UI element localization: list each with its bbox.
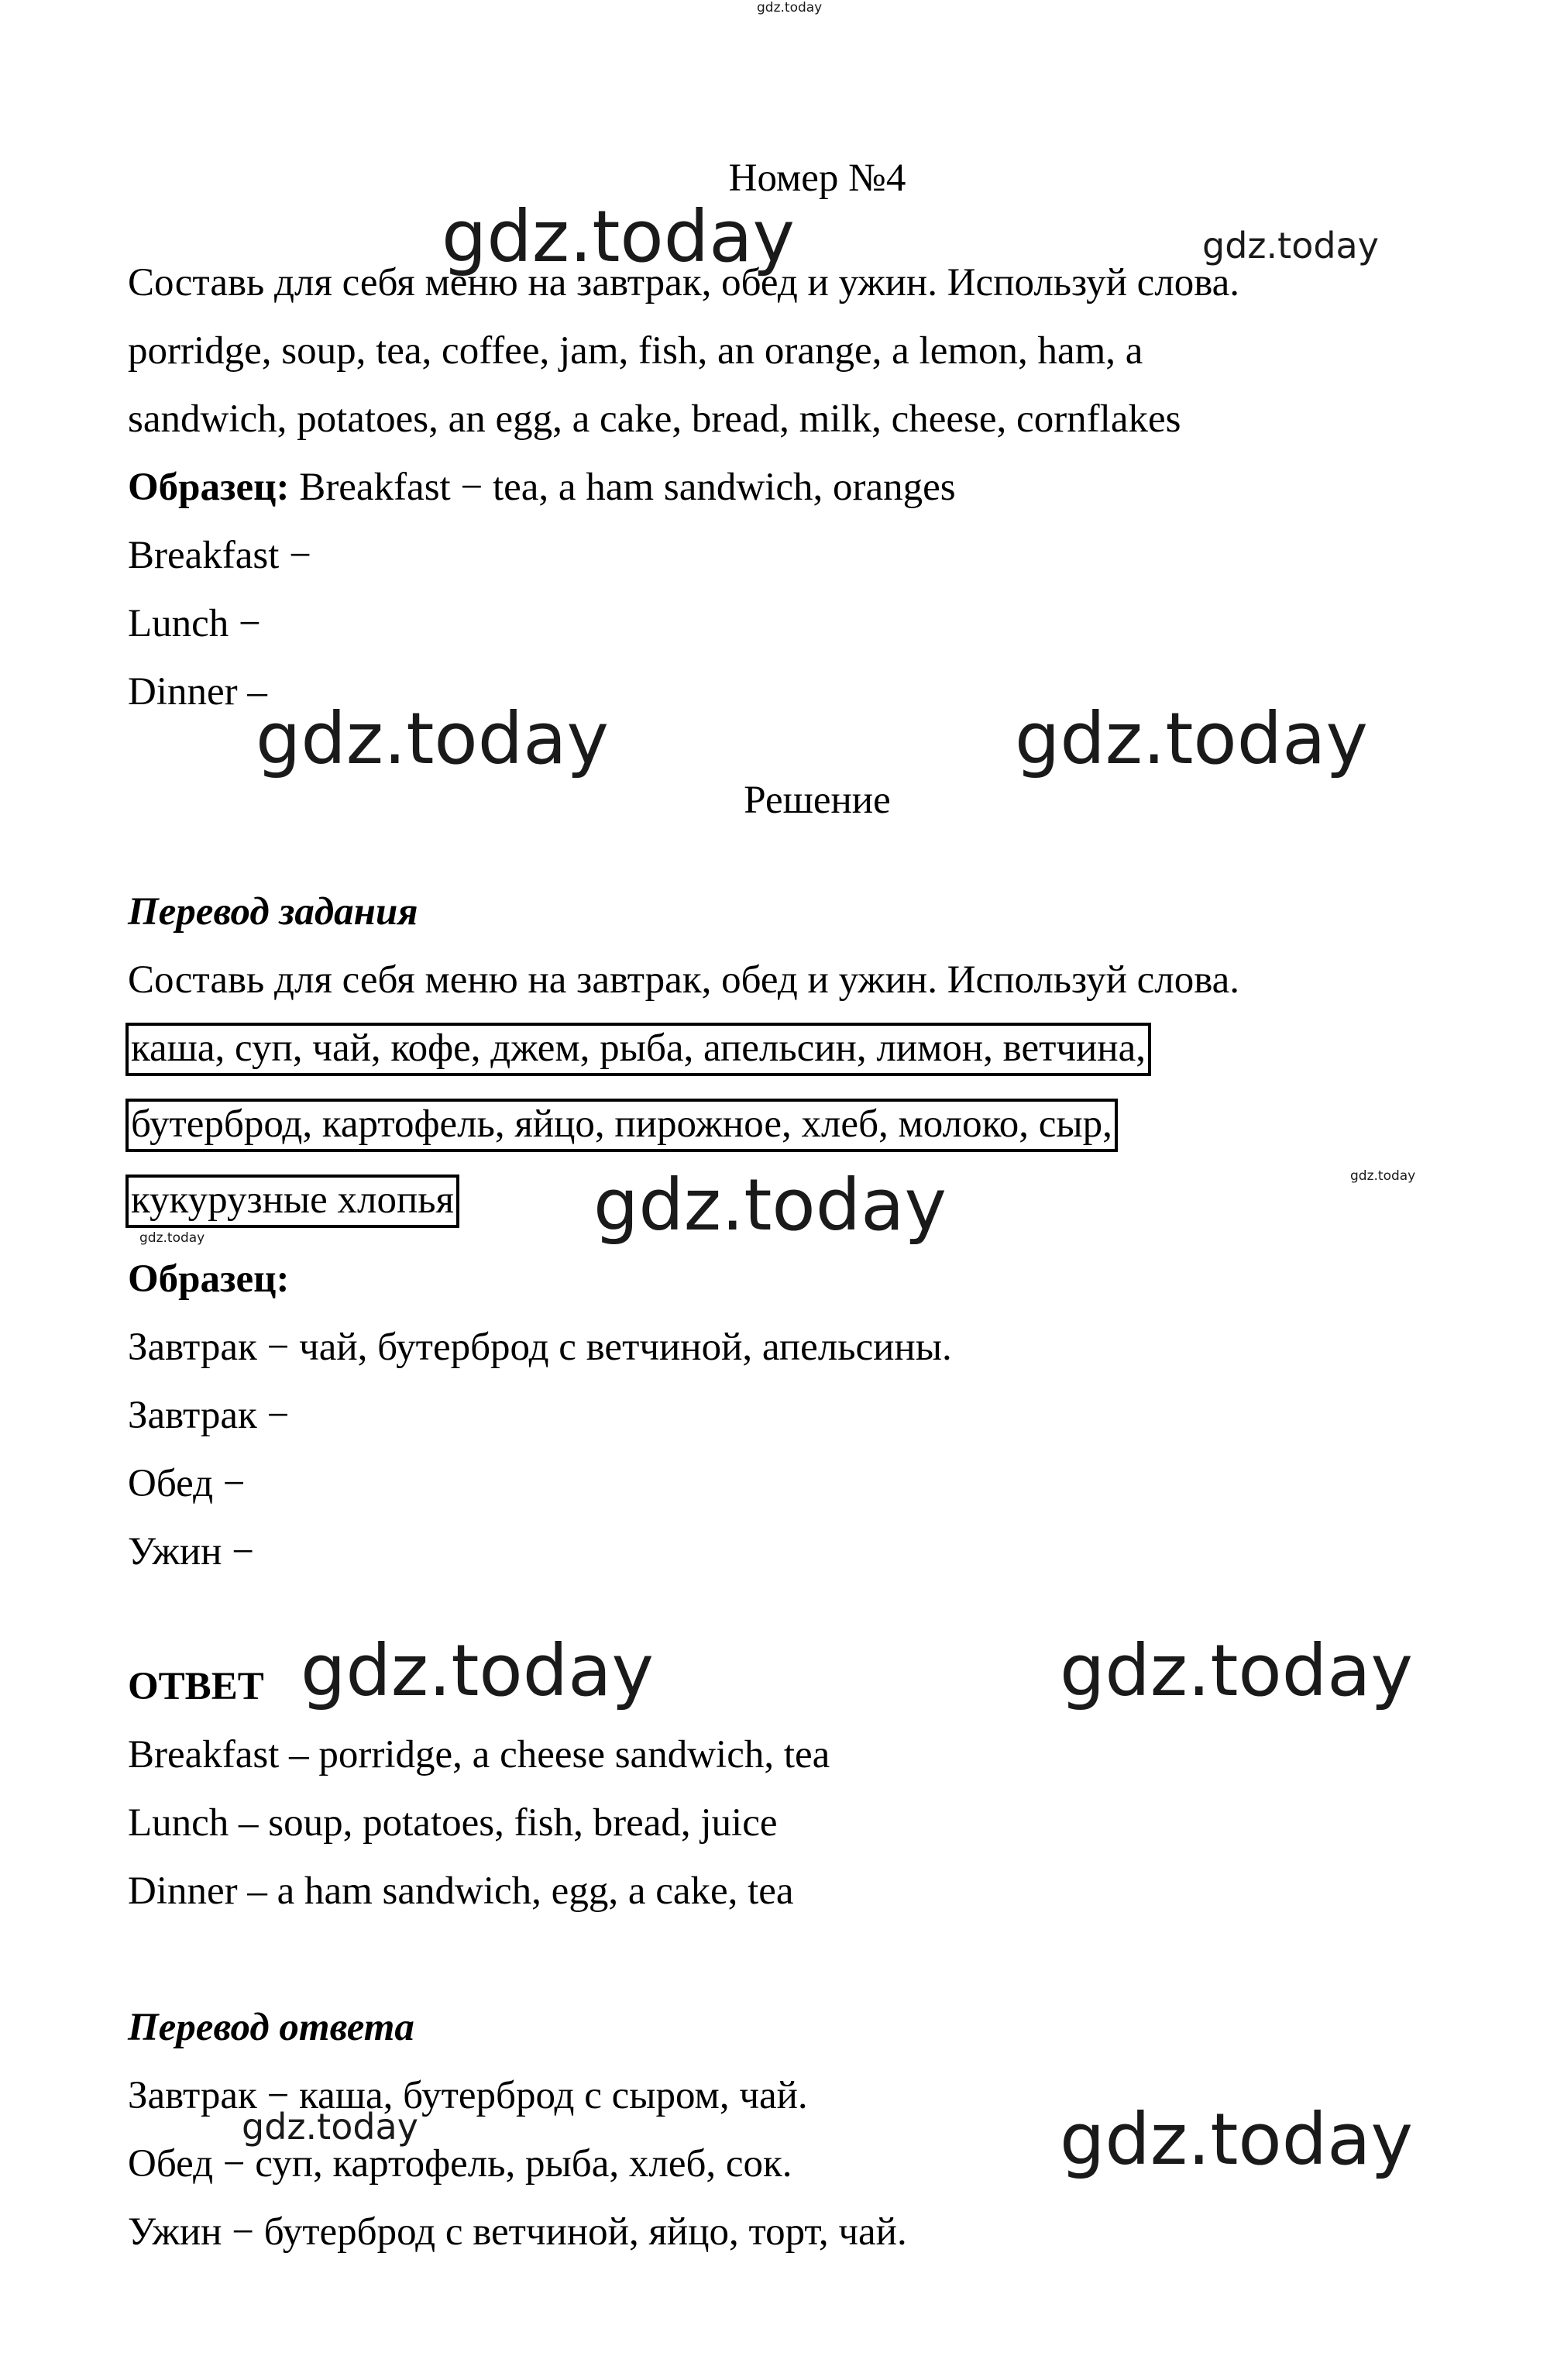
answer-line: Dinner – a ham sandwich, egg, a cake, tea [128, 1869, 794, 1913]
vocab-box: каша, суп, чай, кофе, джем, рыба, апельсин, лимон, ветчина, [125, 1023, 1151, 1076]
task-lunch: Lunch − [128, 602, 261, 645]
page-title: Номер №4 [728, 156, 906, 200]
translation-lunch: Обед − [128, 1462, 246, 1505]
task-breakfast: Breakfast − [128, 534, 311, 577]
watermark: gdz.today [1015, 697, 1368, 780]
vocab-box: бутерброд, картофель, яйцо, пирожное, хлеб, молоко, сыр, [125, 1099, 1118, 1152]
watermark: gdz.today [757, 0, 823, 15]
watermark: gdz.today [1202, 225, 1379, 267]
watermark: gdz.today [301, 1629, 654, 1712]
translation-example-text: Завтрак − чай, бутерброд с ветчиной, апельсины. [128, 1326, 952, 1369]
answer-translation-line: Завтрак − каша, бутерброд с сыром, чай. [128, 2074, 808, 2117]
example-label: Образец: [128, 466, 290, 509]
translation-heading: Перевод задания [128, 890, 418, 934]
watermark: gdz.today [1060, 1629, 1413, 1712]
watermark: gdz.today [139, 1230, 205, 1246]
translation-dinner: Ужин − [128, 1530, 254, 1573]
answer-translation-line: Ужин − бутерброд с ветчиной, яйцо, торт, чай. [128, 2210, 907, 2254]
vocab-box: кукурузные хлопья [125, 1175, 459, 1228]
watermark: gdz.today [593, 1164, 947, 1247]
watermark: gdz.today [256, 697, 609, 780]
task-example [128, 468, 956, 507]
answer-translation-line: Обед − суп, картофель, рыба, хлеб, сок. [128, 2142, 792, 2186]
watermark: gdz.today [1060, 2098, 1413, 2181]
example-text: Breakfast − tea, a ham sandwich, oranges [289, 466, 956, 509]
solution-heading: Решение [744, 779, 891, 822]
translation-example-label: Образец: [128, 1257, 290, 1301]
answer-line: Breakfast – porridge, a cheese sandwich, tea [128, 1733, 830, 1776]
answer-heading: ОТВЕТ [128, 1665, 264, 1708]
translation-breakfast: Завтрак − [128, 1394, 290, 1437]
translation-line: Составь для себя меню на завтрак, обед и ужин. Используй слова. [128, 958, 1240, 1002]
watermark: gdz.today [442, 195, 795, 278]
watermark: gdz.today [1350, 1168, 1416, 1184]
watermark: gdz.today [242, 2106, 418, 2148]
task-dinner: Dinner – [128, 670, 267, 714]
task-line: Составь для себя меню на завтрак, обед и ужин. Используй слова. [128, 261, 1240, 304]
answer-translation-heading: Перевод ответа [128, 2006, 414, 2049]
task-line: porridge, soup, tea, coffee, jam, fish, an orange, a lemon, ham, a [128, 329, 1143, 373]
task-line: sandwich, potatoes, an egg, a cake, bread, milk, cheese, cornflakes [128, 397, 1181, 441]
answer-line: Lunch – soup, potatoes, fish, bread, juice [128, 1801, 778, 1845]
